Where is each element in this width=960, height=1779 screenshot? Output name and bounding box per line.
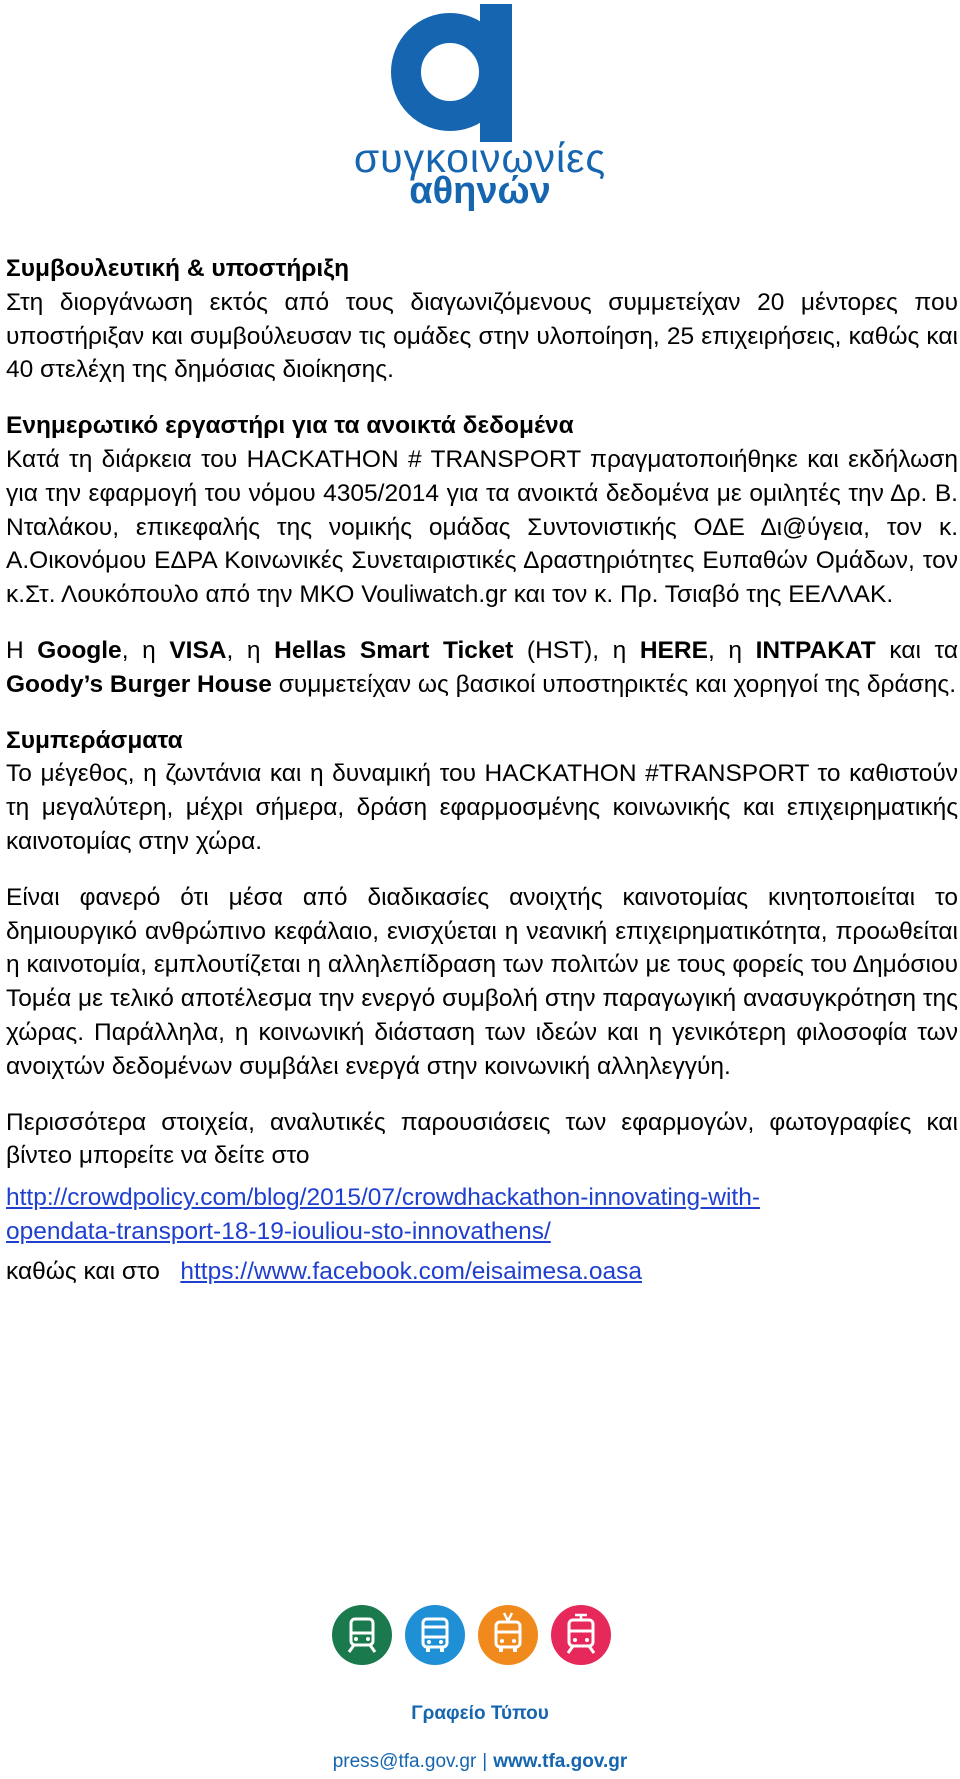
crowdpolicy-link-block [6, 1181, 958, 1249]
sponsor-name: Goody’s Burger House [6, 670, 272, 698]
section-title: Συμπεράσματα [6, 726, 183, 754]
paragraph-text: Στη διοργάνωση εκτός από τους διαγωνιζόμενους συμμετείχαν 20 μέντορες που υποστήριξαν και συμβούλευσαν τις ομάδες στην υλοποίηση, 25 επιχειρήσεις, καθώς και 40 στελέχη της δημόσιας διοίκησης. [6, 288, 958, 384]
header [0, 0, 960, 230]
tram-icon [551, 1605, 611, 1665]
sponsor-name: Hellas Smart Ticket [274, 636, 514, 664]
text-run: , η [226, 636, 275, 664]
contact-separator: | [482, 1751, 488, 1772]
crowdpolicy-link[interactable] [6, 1184, 760, 1245]
alpha-logo-icon [380, 0, 530, 150]
section-title: Ενημερωτικό εργαστήρι για τα ανοικτά δεδομένα [6, 412, 574, 440]
sponsor-name: Google [37, 636, 122, 664]
section-conclusions [6, 724, 958, 859]
press-office-label: Γραφείο Τύπου [411, 1703, 549, 1724]
text-run: Η [6, 636, 38, 664]
paragraph-text: Το μέγεθος, η ζωντάνια και η δυναμική του HACKATHON #TRANSPORT το καθιστούν τη μεγαλύτερη, μέχρι σήμερα, δράση εφαρμοσμένης κοινωνικής και επιχειρηματικής καινοτομίας στην χώρα. [6, 760, 958, 855]
text-run: καθώς και στο [6, 1257, 181, 1285]
section-title: Συμβουλευτική & υποστήριξη [6, 255, 350, 282]
sponsor-name: HERE [639, 636, 708, 664]
paragraph-more-info: Περισσότερα στοιχεία, αναλυτικές παρουσιάσεις των εφαρμογών, φωτογραφίες και βίντεο μπορείτε να δείτε στο [6, 1108, 958, 1170]
section-workshop [6, 409, 958, 612]
sponsor-name: VISA [169, 636, 227, 664]
paragraph-innovation: Είναι φανερό ότι μέσα από διαδικασίες ανοιχτής καινοτομίας κινητοποιείται το δημιουργικό ανθρώπινο κεφάλαιο, ενισχύεται η νεανική επιχειρηματικότητα, προωθείται η καινοτομία, εμπλουτίζεται η αλληλεπίδραση των πολιτών με τους φορείς του Δημόσιου Τομέα με τελικό αποτέλεσμα την ενεργό συμβολή στην παραγωγική ανασυγκρότηση της χώρας. Παράλληλα, η κοινωνική διάσταση των ιδεών και η γενικότερη φιλοσοφία των ανοιχτών δεδομένων συμβάλει ενεργά στην κοινωνική αλληλεγγύη. [6, 883, 958, 1080]
document-body [6, 252, 958, 1311]
text-run: , η [707, 636, 756, 664]
facebook-link[interactable]: https://www.facebook.com/eisaimesa.oasa [180, 1257, 642, 1285]
link-text-line2: opendata-transport-18-19-iouliou-sto-innovathens/ [6, 1217, 551, 1245]
logo-wordmark-line2: αθηνών [409, 170, 551, 212]
section-support [6, 252, 958, 387]
train-icon [332, 1605, 392, 1665]
section-sponsors [6, 634, 958, 702]
text-run: , η [121, 636, 170, 664]
facebook-link-line [6, 1255, 958, 1289]
link-text-line1: http://crowdpolicy.com/blog/2015/07/crowdhackathon-innovating-with- [6, 1184, 761, 1212]
text-run: και τα [875, 636, 959, 664]
trolley-icon [478, 1605, 538, 1665]
bus-icon [405, 1605, 465, 1665]
footer-contacts [0, 1751, 960, 1773]
press-email[interactable]: press@tfa.gov.gr [332, 1751, 477, 1772]
sponsor-name: INTPAKAT [755, 636, 876, 664]
website-link[interactable]: www.tfa.gov.gr [493, 1751, 628, 1772]
logo-wordmark-line1: συγκοινωνίες [353, 135, 607, 181]
text-run: (HST), η [513, 636, 640, 664]
transport-icons [332, 1605, 612, 1665]
footer [0, 1605, 960, 1779]
paragraph-text: Κατά τη διάρκεια του HACKATHON # TRANSPORT πραγματοποιήθηκε και εκδήλωση για την εφαρμογή του νόμου 4305/2014 για τα ανοικτά δεδομένα με ομιλητές την Δρ. Β. Νταλάκου, επικεφαλής της νομικής ομάδας Συντονιστικής ΟΔΕ Δι@ύγεια, τον κ. Α.Οικονόμου ΕΔΡΑ Κοινωνικές Συνεταιριστικές Δραστηριότητες Ευπαθών Ομάδων, τον κ.Στ. Λουκόπουλο από την ΜΚΟ Vouliwatch.gr και τον κ. Πρ. Τσιαβό της ΕΕΛΛΑΚ. [6, 445, 958, 609]
text-run: συμμετείχαν ως βασικοί υποστηρικτές και χορηγοί της δράσης. [271, 670, 957, 698]
